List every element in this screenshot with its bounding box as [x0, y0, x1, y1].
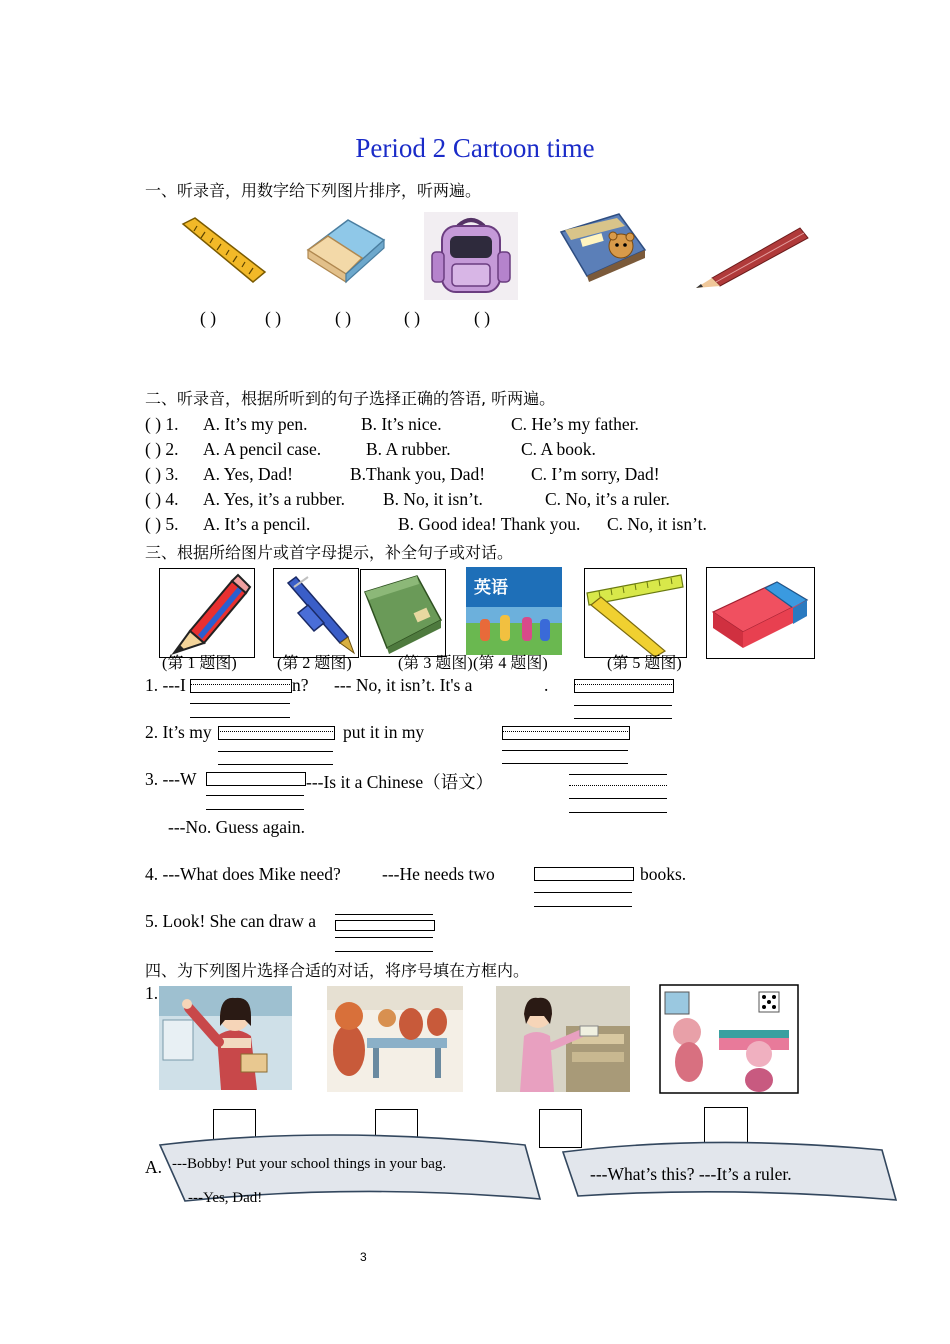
s2-q1-a: A. It’s my pen. — [203, 414, 308, 434]
s3-q1-line-4 — [574, 718, 672, 719]
section2-heading: 二、听录音，根据所听到的句子选择正确的答语, 听两遍。 — [145, 389, 556, 408]
rulers-picture-frame — [584, 568, 687, 658]
s3-q2-guide-2 — [502, 731, 628, 732]
option-a-label: A. — [145, 1157, 163, 1177]
s2-q1-num[interactable]: ( ) 1. — [145, 414, 179, 434]
pencil-icon — [692, 222, 817, 292]
s3-q3-text-a: 3. ---W — [145, 769, 197, 789]
ruler-icon — [175, 212, 270, 292]
s2-q3-b: B.Thank you, Dad! — [350, 464, 486, 484]
s3-q4-text-b: ---He needs two — [382, 864, 495, 884]
s2-q2-a: A. A pencil case. — [203, 439, 322, 459]
pencil-case-picture-frame — [360, 569, 446, 657]
s3-q3-text-b: ---Is it a Chinese（语文） — [306, 772, 494, 792]
drawing-pencil-icon — [160, 569, 254, 657]
pen-picture-frame — [273, 568, 359, 658]
s3-q2-blank-1[interactable] — [218, 726, 335, 740]
order-blank-3[interactable]: ( ) — [335, 308, 352, 328]
s3-q2-text-b: put it in my — [343, 722, 425, 742]
s3-q1-guide-2 — [574, 684, 672, 685]
s2-q2-c: C. A book. — [521, 439, 596, 459]
s3-q2-text-a: 2. It’s my — [145, 722, 212, 742]
fountain-pen-icon — [274, 569, 358, 657]
s2-q3-num[interactable]: ( ) 3. — [145, 464, 179, 484]
option-a-line-2: ---Yes, Dad! — [188, 1190, 263, 1206]
s3-q2-blank-2[interactable] — [502, 726, 630, 740]
girl-shopping-picture — [496, 986, 630, 1092]
mouse-classroom-picture — [659, 984, 799, 1094]
s3-q2-line-4 — [502, 763, 628, 764]
s3-q3-guide-2 — [569, 785, 667, 786]
s2-q3-c: C. I’m sorry, Dad! — [531, 464, 660, 484]
s2-q5-c: C. No, it isn’t. — [607, 514, 707, 534]
s3-q4-line-2 — [534, 906, 632, 907]
rubber-picture-frame — [706, 567, 815, 659]
english-book-picture — [466, 567, 562, 655]
s2-q4-b: B. No, it isn’t. — [383, 489, 483, 509]
s2-q5-a: A. It’s a pencil. — [203, 514, 311, 534]
order-blank-4[interactable]: ( ) — [404, 308, 421, 328]
s3-q3-line-5 — [569, 812, 667, 813]
section4-heading: 四、为下列图片选择合适的对话，将序号填在方框内。 — [145, 961, 530, 980]
caption-3: (第 3 题图) — [398, 655, 473, 672]
s3-q3-line-4 — [569, 798, 667, 799]
caption-5: (第 5 题图) — [607, 655, 682, 672]
s3-q1-blank-1[interactable] — [190, 679, 292, 693]
caption-2: (第 2 题图) — [277, 655, 352, 672]
s2-q4-num[interactable]: ( ) 4. — [145, 489, 179, 509]
s3-q4-blank[interactable] — [534, 867, 634, 881]
order-blank-1[interactable]: ( ) — [200, 308, 217, 328]
option-b-line-1: ---What’s this? ---It’s a ruler. — [590, 1164, 792, 1184]
order-blank-5[interactable]: ( ) — [474, 308, 491, 328]
girl-pointing-picture — [159, 986, 292, 1090]
caption-4: (第 4 题图) — [473, 655, 548, 672]
s3-q5-line-3 — [335, 951, 433, 952]
s3-q2-line-2 — [218, 764, 333, 765]
eraser-icon — [300, 210, 390, 290]
s3-q1-blank-2[interactable] — [574, 679, 674, 693]
s3-q5-blank[interactable] — [335, 920, 435, 931]
backpack-icon — [424, 212, 518, 300]
s3-q1-text-b: n? — [292, 675, 309, 695]
s2-q5-num[interactable]: ( ) 5. — [145, 514, 179, 534]
s2-q5-b: B. Good idea! Thank you. — [398, 514, 581, 534]
s3-q2-line-3 — [502, 750, 628, 751]
s3-q5-line-1 — [335, 914, 433, 915]
book-title: 英语 — [474, 578, 508, 598]
s3-q4-text-c: books. — [640, 864, 687, 884]
section3-heading: 三、根据所给图片或首字母提示，补全句子或对话。 — [145, 543, 514, 562]
s2-q1-b: B. It’s nice. — [361, 414, 442, 434]
red-blue-rubber-icon — [707, 568, 814, 658]
s3-q2-guide-1 — [218, 731, 333, 732]
s3-q1-line-1 — [190, 703, 290, 704]
s3-q1-line-3 — [574, 705, 672, 706]
page-number: 3 — [360, 1250, 367, 1264]
page-title: Period 2 Cartoon time — [355, 133, 595, 163]
s2-q4-c: C. No, it’s a ruler. — [545, 489, 670, 509]
s2-q2-num[interactable]: ( ) 2. — [145, 439, 179, 459]
s3-q2-line-1 — [218, 751, 333, 752]
s3-q5-line-2 — [335, 937, 433, 938]
s3-q3-line-2 — [206, 809, 304, 810]
pencil-picture-frame — [159, 568, 255, 658]
s3-q1-guide-1 — [190, 684, 290, 685]
two-rulers-icon — [585, 569, 686, 657]
order-blank-2[interactable]: ( ) — [265, 308, 282, 328]
s2-q2-b: B. A rubber. — [366, 439, 451, 459]
s3-q1-line-2 — [190, 717, 290, 718]
s4-number-1: 1. — [145, 983, 159, 1003]
s2-q4-a: A. Yes, it’s a rubber. — [203, 489, 345, 509]
option-a-line-1: ---Bobby! Put your school things in your bag. — [172, 1156, 447, 1172]
s3-q1-text-c: --- No, it isn’t. It's a — [334, 675, 473, 695]
s3-q4-line-1 — [534, 892, 632, 893]
section1-heading: 一、听录音，用数字给下列图片排序，听两遍。 — [145, 181, 482, 200]
s3-q1-text-d: . — [544, 675, 549, 695]
s3-q5-text-a: 5. Look! She can draw a — [145, 911, 317, 931]
s3-q3-line-1 — [206, 795, 304, 796]
tiger-classroom-picture — [327, 986, 463, 1092]
pencil-case-icon — [555, 210, 650, 285]
s2-q1-c: C. He’s my father. — [511, 414, 639, 434]
s3-q4-text-a: 4. ---What does Mike need? — [145, 864, 341, 884]
s3-q3-text-c: ---No. Guess again. — [168, 817, 306, 837]
green-pencil-case-icon — [361, 570, 445, 656]
s3-q3-line-3 — [569, 774, 667, 775]
s3-q1-text-a: 1. ---I — [145, 675, 186, 695]
caption-1: (第 1 题图) — [162, 655, 237, 672]
s3-q3-blank-1[interactable] — [206, 772, 306, 786]
s2-q3-a: A. Yes, Dad! — [203, 464, 293, 484]
